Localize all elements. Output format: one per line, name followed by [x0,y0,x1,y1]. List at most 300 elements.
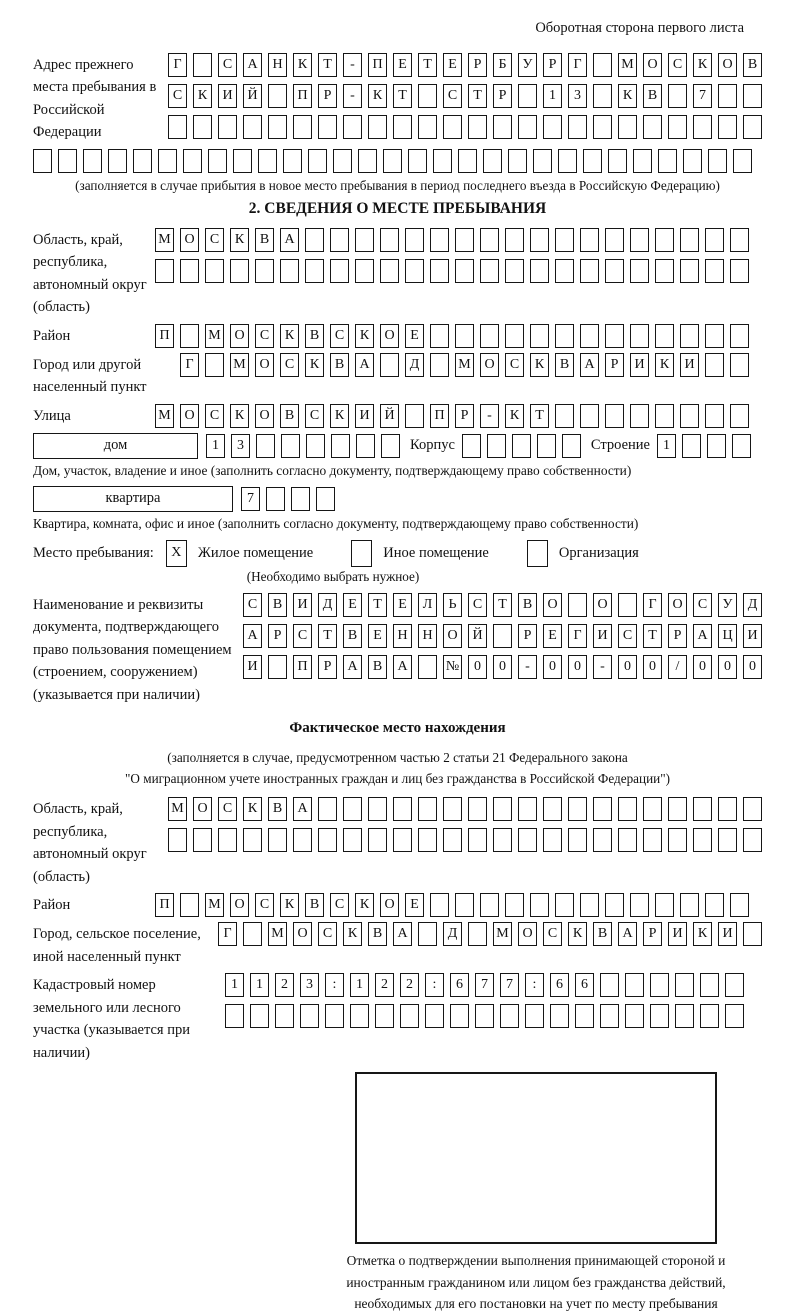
char-cell[interactable] [568,828,587,852]
char-cell[interactable] [108,149,127,173]
char-cell[interactable]: Г [180,353,199,377]
char-cell[interactable] [355,259,374,283]
char-cell[interactable]: Т [493,593,512,617]
char-cell[interactable] [430,353,449,377]
char-cell[interactable] [355,228,374,252]
char-cell[interactable] [180,893,199,917]
char-cell[interactable]: 0 [618,655,637,679]
char-cell[interactable] [518,84,537,108]
char-cell[interactable]: В [368,922,387,946]
char-cell[interactable]: Й [243,84,262,108]
char-cell[interactable] [630,404,649,428]
char-cell[interactable]: С [468,593,487,617]
char-cell[interactable]: 6 [575,973,594,997]
char-cell[interactable] [293,828,312,852]
char-cell[interactable] [306,434,325,458]
char-cell[interactable]: К [505,404,524,428]
char-cell[interactable] [330,228,349,252]
char-cell[interactable] [430,259,449,283]
char-cell[interactable]: К [330,404,349,428]
char-cell[interactable] [305,228,324,252]
char-cell[interactable] [707,434,726,458]
char-cell[interactable]: 1 [250,973,269,997]
char-cell[interactable] [433,149,452,173]
char-cell[interactable]: С [255,893,274,917]
char-cell[interactable] [505,893,524,917]
char-cell[interactable]: П [368,53,387,77]
char-cell[interactable]: Т [643,624,662,648]
char-cell[interactable]: К [655,353,674,377]
char-cell[interactable]: К [305,353,324,377]
char-cell[interactable] [693,828,712,852]
char-cell[interactable]: 3 [231,434,250,458]
char-cell[interactable]: Т [368,593,387,617]
char-cell[interactable] [618,828,637,852]
char-cell[interactable]: А [355,353,374,377]
char-cell[interactable]: К [568,922,587,946]
char-cell[interactable]: 0 [568,655,587,679]
char-cell[interactable] [675,1004,694,1028]
char-cell[interactable] [543,797,562,821]
char-cell[interactable] [600,1004,619,1028]
char-cell[interactable] [375,1004,394,1028]
char-cell[interactable]: Д [318,593,337,617]
char-cell[interactable]: И [668,922,687,946]
char-cell[interactable]: : [325,973,344,997]
char-cell[interactable]: 1 [543,84,562,108]
char-cell[interactable]: О [668,593,687,617]
char-cell[interactable] [168,115,187,139]
char-cell[interactable] [630,324,649,348]
char-cell[interactable]: А [243,53,262,77]
char-cell[interactable]: А [243,624,262,648]
char-cell[interactable]: Е [405,324,424,348]
char-cell[interactable]: М [205,324,224,348]
char-cell[interactable] [418,828,437,852]
char-cell[interactable] [158,149,177,173]
char-cell[interactable]: Р [268,624,287,648]
char-cell[interactable]: О [293,922,312,946]
char-cell[interactable]: Г [168,53,187,77]
char-cell[interactable] [605,893,624,917]
char-cell[interactable] [580,259,599,283]
char-cell[interactable] [558,149,577,173]
char-cell[interactable] [455,259,474,283]
char-cell[interactable]: О [518,922,537,946]
char-cell[interactable]: С [243,593,262,617]
char-cell[interactable] [58,149,77,173]
char-cell[interactable] [480,324,499,348]
char-cell[interactable]: П [155,324,174,348]
char-cell[interactable]: Л [418,593,437,617]
char-cell[interactable] [680,259,699,283]
char-cell[interactable] [580,404,599,428]
char-cell[interactable]: 1 [206,434,225,458]
char-cell[interactable] [643,115,662,139]
char-cell[interactable] [462,434,481,458]
char-cell[interactable] [668,797,687,821]
char-cell[interactable] [83,149,102,173]
char-cell[interactable] [418,922,437,946]
char-cell[interactable] [650,1004,669,1028]
char-cell[interactable]: И [743,624,762,648]
char-cell[interactable] [743,828,762,852]
char-cell[interactable] [580,324,599,348]
char-cell[interactable] [530,228,549,252]
char-cell[interactable]: Д [405,353,424,377]
char-cell[interactable] [705,324,724,348]
char-cell[interactable] [256,434,275,458]
char-cell[interactable]: А [293,797,312,821]
char-cell[interactable] [655,893,674,917]
char-cell[interactable] [300,1004,319,1028]
char-cell[interactable]: П [155,893,174,917]
char-cell[interactable]: С [330,324,349,348]
char-cell[interactable] [543,828,562,852]
char-cell[interactable] [381,434,400,458]
char-cell[interactable]: О [230,324,249,348]
char-cell[interactable]: У [718,593,737,617]
char-cell[interactable] [455,324,474,348]
char-cell[interactable]: У [518,53,537,77]
char-cell[interactable]: В [268,593,287,617]
char-cell[interactable] [205,353,224,377]
char-cell[interactable] [233,149,252,173]
char-cell[interactable] [291,487,310,511]
char-cell[interactable]: Т [530,404,549,428]
char-cell[interactable]: Т [468,84,487,108]
char-cell[interactable] [168,828,187,852]
char-cell[interactable]: М [155,228,174,252]
char-cell[interactable]: А [693,624,712,648]
char-cell[interactable] [550,1004,569,1028]
char-cell[interactable]: К [280,324,299,348]
char-cell[interactable] [593,797,612,821]
char-cell[interactable]: К [280,893,299,917]
char-cell[interactable] [555,893,574,917]
char-cell[interactable]: О [180,404,199,428]
char-cell[interactable]: В [305,893,324,917]
char-cell[interactable]: К [355,324,374,348]
char-cell[interactable] [430,893,449,917]
char-cell[interactable]: О [380,893,399,917]
char-cell[interactable] [680,228,699,252]
char-cell[interactable] [405,259,424,283]
char-cell[interactable]: Й [468,624,487,648]
char-cell[interactable] [693,115,712,139]
char-cell[interactable] [718,828,737,852]
char-cell[interactable] [580,228,599,252]
char-cell[interactable] [180,324,199,348]
char-cell[interactable] [593,828,612,852]
char-cell[interactable] [343,115,362,139]
char-cell[interactable] [743,922,762,946]
char-cell[interactable] [343,828,362,852]
char-cell[interactable]: 7 [693,84,712,108]
char-cell[interactable]: К [230,404,249,428]
char-cell[interactable]: К [293,53,312,77]
char-cell[interactable] [308,149,327,173]
char-cell[interactable]: Р [643,922,662,946]
char-cell[interactable] [505,259,524,283]
char-cell[interactable] [218,828,237,852]
char-cell[interactable]: 0 [643,655,662,679]
char-cell[interactable] [255,259,274,283]
char-cell[interactable]: М [455,353,474,377]
char-cell[interactable]: Г [568,624,587,648]
char-cell[interactable] [608,149,627,173]
char-cell[interactable] [493,797,512,821]
char-cell[interactable] [555,259,574,283]
char-cell[interactable] [580,893,599,917]
char-cell[interactable]: М [493,922,512,946]
char-cell[interactable]: 7 [475,973,494,997]
char-cell[interactable]: Й [380,404,399,428]
char-cell[interactable]: М [205,893,224,917]
char-cell[interactable]: 0 [743,655,762,679]
char-cell[interactable]: В [255,228,274,252]
char-cell[interactable] [505,324,524,348]
char-cell[interactable] [718,797,737,821]
char-cell[interactable] [500,1004,519,1028]
char-cell[interactable] [630,228,649,252]
char-cell[interactable]: Б [493,53,512,77]
char-cell[interactable] [383,149,402,173]
char-cell[interactable]: С [505,353,524,377]
char-cell[interactable]: 0 [493,655,512,679]
char-cell[interactable] [655,228,674,252]
char-cell[interactable] [668,115,687,139]
char-cell[interactable] [605,404,624,428]
char-cell[interactable] [180,259,199,283]
char-cell[interactable]: С [693,593,712,617]
char-cell[interactable]: 0 [543,655,562,679]
char-cell[interactable]: С [168,84,187,108]
char-cell[interactable]: 2 [375,973,394,997]
char-cell[interactable] [418,84,437,108]
char-cell[interactable]: П [293,655,312,679]
char-cell[interactable] [605,259,624,283]
char-cell[interactable] [682,434,701,458]
char-cell[interactable] [518,828,537,852]
char-cell[interactable] [450,1004,469,1028]
char-cell[interactable]: Т [418,53,437,77]
char-cell[interactable] [718,84,737,108]
char-cell[interactable] [430,228,449,252]
char-cell[interactable]: С [305,404,324,428]
char-cell[interactable] [393,115,412,139]
char-cell[interactable]: К [530,353,549,377]
char-cell[interactable] [508,149,527,173]
char-cell[interactable] [193,115,212,139]
char-cell[interactable] [530,259,549,283]
char-cell[interactable]: С [618,624,637,648]
char-cell[interactable] [480,893,499,917]
char-cell[interactable] [618,115,637,139]
char-cell[interactable]: В [343,624,362,648]
char-cell[interactable]: - [343,53,362,77]
char-cell[interactable] [318,797,337,821]
char-cell[interactable] [193,53,212,77]
char-cell[interactable] [133,149,152,173]
char-cell[interactable] [705,228,724,252]
char-cell[interactable] [630,893,649,917]
char-cell[interactable]: 7 [500,973,519,997]
char-cell[interactable] [468,828,487,852]
char-cell[interactable] [193,828,212,852]
char-cell[interactable] [205,259,224,283]
char-cell[interactable]: 2 [400,973,419,997]
char-cell[interactable] [543,115,562,139]
char-cell[interactable]: - [593,655,612,679]
char-cell[interactable] [343,797,362,821]
char-cell[interactable] [455,893,474,917]
char-cell[interactable] [405,228,424,252]
char-cell[interactable]: В [643,84,662,108]
char-cell[interactable] [218,115,237,139]
char-cell[interactable] [593,84,612,108]
char-cell[interactable] [575,1004,594,1028]
char-cell[interactable] [683,149,702,173]
char-cell[interactable] [533,149,552,173]
char-cell[interactable] [743,115,762,139]
char-cell[interactable]: И [630,353,649,377]
char-cell[interactable] [487,434,506,458]
char-cell[interactable]: Т [318,53,337,77]
char-cell[interactable] [268,115,287,139]
char-cell[interactable]: О [255,404,274,428]
char-cell[interactable]: К [193,84,212,108]
char-cell[interactable] [258,149,277,173]
char-cell[interactable] [368,797,387,821]
char-cell[interactable] [527,540,548,567]
char-cell[interactable]: А [618,922,637,946]
char-cell[interactable] [493,115,512,139]
char-cell[interactable] [480,228,499,252]
char-cell[interactable] [705,404,724,428]
char-cell[interactable] [243,922,262,946]
char-cell[interactable] [512,434,531,458]
char-cell[interactable] [408,149,427,173]
char-cell[interactable]: П [430,404,449,428]
char-cell[interactable]: С [318,922,337,946]
char-cell[interactable]: О [718,53,737,77]
char-cell[interactable]: В [518,593,537,617]
char-cell[interactable]: Е [543,624,562,648]
char-cell[interactable]: Р [455,404,474,428]
char-cell[interactable] [650,973,669,997]
char-cell[interactable]: Г [218,922,237,946]
char-cell[interactable]: О [255,353,274,377]
char-cell[interactable] [393,828,412,852]
char-cell[interactable] [380,259,399,283]
char-cell[interactable]: Р [493,84,512,108]
char-cell[interactable] [605,228,624,252]
char-cell[interactable]: О [193,797,212,821]
char-cell[interactable] [655,259,674,283]
char-cell[interactable] [425,1004,444,1028]
char-cell[interactable] [618,593,637,617]
char-cell[interactable]: К [355,893,374,917]
char-cell[interactable]: А [280,228,299,252]
char-cell[interactable]: К [693,922,712,946]
char-cell[interactable]: 6 [550,973,569,997]
char-cell[interactable]: - [518,655,537,679]
char-cell[interactable] [458,149,477,173]
char-cell[interactable] [705,259,724,283]
char-cell[interactable]: 0 [468,655,487,679]
char-cell[interactable]: М [155,404,174,428]
char-cell[interactable]: О [230,893,249,917]
char-cell[interactable]: В [280,404,299,428]
char-cell[interactable]: - [343,84,362,108]
char-cell[interactable]: К [693,53,712,77]
char-cell[interactable]: В [743,53,762,77]
char-cell[interactable]: О [543,593,562,617]
char-cell[interactable]: Т [393,84,412,108]
char-cell[interactable] [732,434,751,458]
char-cell[interactable]: : [425,973,444,997]
char-cell[interactable] [183,149,202,173]
char-cell[interactable]: С [293,624,312,648]
char-cell[interactable] [530,324,549,348]
char-cell[interactable]: Д [443,922,462,946]
char-cell[interactable]: С [330,893,349,917]
char-cell[interactable] [468,115,487,139]
char-cell[interactable]: 3 [568,84,587,108]
char-cell[interactable] [243,115,262,139]
char-cell[interactable] [600,973,619,997]
char-cell[interactable]: В [368,655,387,679]
char-cell[interactable] [705,353,724,377]
char-cell[interactable]: Р [318,655,337,679]
char-cell[interactable] [280,259,299,283]
char-cell[interactable]: Е [405,893,424,917]
char-cell[interactable] [708,149,727,173]
char-cell[interactable] [243,828,262,852]
char-cell[interactable] [400,1004,419,1028]
char-cell[interactable] [730,404,749,428]
char-cell[interactable] [283,149,302,173]
char-cell[interactable] [718,115,737,139]
char-cell[interactable] [368,828,387,852]
char-cell[interactable] [155,259,174,283]
char-cell[interactable]: В [593,922,612,946]
char-cell[interactable] [325,1004,344,1028]
char-cell[interactable] [730,228,749,252]
char-cell[interactable] [475,1004,494,1028]
char-cell[interactable]: Р [668,624,687,648]
char-cell[interactable]: С [543,922,562,946]
char-cell[interactable]: С [205,228,224,252]
char-cell[interactable]: Н [418,624,437,648]
char-cell[interactable] [305,259,324,283]
char-cell[interactable] [208,149,227,173]
char-cell[interactable] [655,404,674,428]
char-cell[interactable] [725,1004,744,1028]
char-cell[interactable] [333,149,352,173]
char-cell[interactable] [568,797,587,821]
char-cell[interactable] [675,973,694,997]
char-cell[interactable] [562,434,581,458]
char-cell[interactable] [33,149,52,173]
char-cell[interactable] [493,828,512,852]
char-cell[interactable]: 6 [450,973,469,997]
char-cell[interactable] [266,487,285,511]
char-cell[interactable] [700,973,719,997]
char-cell[interactable]: И [680,353,699,377]
char-cell[interactable] [250,1004,269,1028]
